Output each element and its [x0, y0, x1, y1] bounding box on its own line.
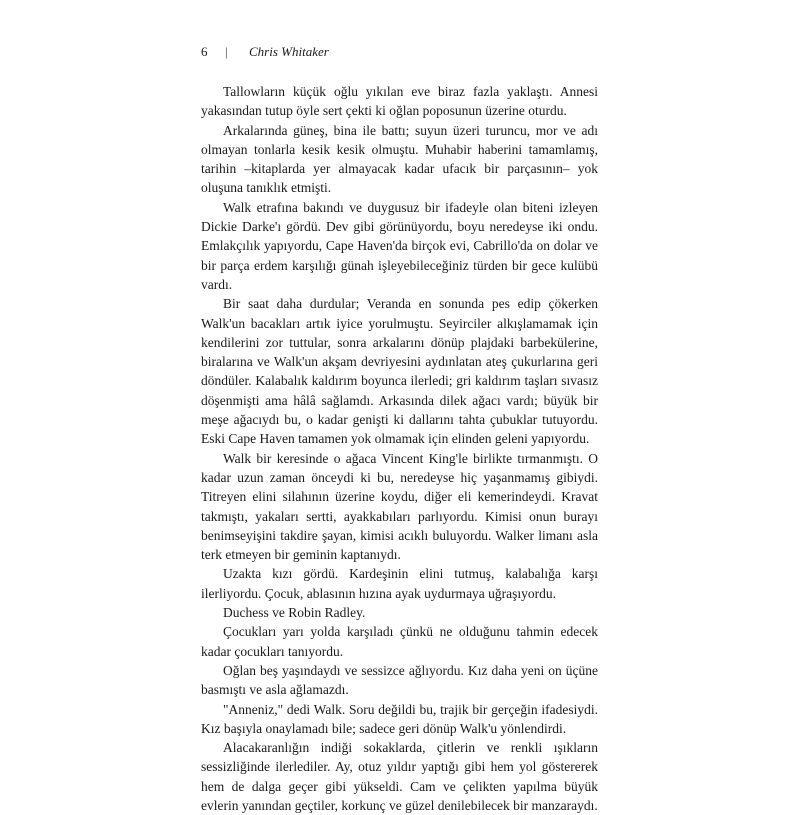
paragraph: Walk etrafına bakındı ve duygusuz bir ifadeyle olan biteni izleyen Dickie Darke'ı gördü. Dev gibi görünüyordu, boyu neredeyse iki ondu. Emlakçılık yapıyordu, Cape Haven'da birçok evi, Cabrillo'da on dolar ve bir parça erdem karşılığı günah işleyebileceğiniz türden bir gece kulübü vardı.: [201, 199, 598, 292]
page-number: 6: [201, 44, 208, 59]
paragraph: Uzakta kızı gördü. Kardeşinin elini tutmuş, kalabalığa karşı ilerliyordu. Çocuk, ablasının hızına ayak uydurmaya uğraşıyordu.: [201, 566, 598, 601]
paragraph: "Anneniz," dedi Walk. Soru değildi bu, trajik bir gerçeğin ifadesiydi. Kız başıyla onaylamadı bile; sadece geri dönüp Walk'u yönlendirdi.: [201, 701, 598, 736]
paragraph: Bir saat daha durdular; Veranda en sonunda pes edip çökerken Walk'un bacakları artık iyice yorulmuştu. Seyirciler alkışlamamak için kendilerini zor tuttular, sonra arkalarını dönüp plajdaki barbekülerine, biralarına ve Walk'un akşam devriyesini aydınlatan ateş çukurlarına geri döndüler. Kalabalık kaldırım boyunca ilerledi; gri kaldırım taşları sıvasız döşenmişti ama hâlâ sağlamdı. Arkasında dilek ağacı vardı; büyük bir meşe ağacıydı bu, o kadar genişti ki dallarını tahta çubuklar tutuyordu. Eski Cape Haven tamamen yok olmamak için elinden geleni yapıyordu.: [201, 296, 598, 447]
author-name: Chris Whitaker: [249, 44, 329, 59]
running-header: [201, 44, 329, 60]
paragraph: Alacakaranlığın indiği sokaklarda, çitlerin ve renkli ışıkların sessizliğinde ilerlediler. Ay, otuz yıldır yaptığı gibi hem yol göstererek hem de dalga geçer gibi yükseldi. Cam ve çelikten yapılma büyük evlerin yanından geçtiler, korkunç ve güzel denilebilecek bir manzaraydı.: [201, 740, 598, 813]
paragraph: Oğlan beş yaşındaydı ve sessizce ağlıyordu. Kız daha yeni on üçüne basmıştı ve asla ağlamazdı.: [201, 662, 598, 698]
paragraph: Walk bir keresinde o ağaca Vincent King'le birlikte tırmanmıştı. O kadar uzun zaman önceydi ki bu, neredeyse hiç yaşanmamış gibiydi. Titreyen elini silahının üzerine koydu, diğer eli kemerindeydi. Kravat takmıştı, yakaları sertti, ayakkabıları parlıyordu. Kimisi onun burayı benimseyişini takdire şayan, kimisi acıklı buluyordu. Walker limanı asla terk etmeyen bir geminin kaptanıydı.: [201, 450, 598, 563]
paragraph: Tallowların küçük oğlu yıkılan eve biraz fazla yaklaştı. Annesi yakasından tutup öyle sert çekti ki oğlan poposunun üzerine oturdu.: [201, 84, 598, 119]
paragraph: Arkalarında güneş, bina ile battı; suyun üzeri turuncu, mor ve adı olmayan tonlarla kesik kesik olmuştu. Muhabir haberini tamamlamış, tarihin –kitaplarda yer almayacak kadar ufacık bir parçasının– yok oluşuna tanıklık etmişti.: [201, 122, 598, 196]
paragraph: Duchess ve Robin Radley.: [223, 605, 366, 621]
header-separator: |: [225, 44, 228, 59]
paragraph: Çocukları yarı yolda karşıladı çünkü ne olduğunu tahmin edecek kadar çocukları tanıyordu.: [201, 624, 598, 659]
body-text: [201, 82, 598, 815]
